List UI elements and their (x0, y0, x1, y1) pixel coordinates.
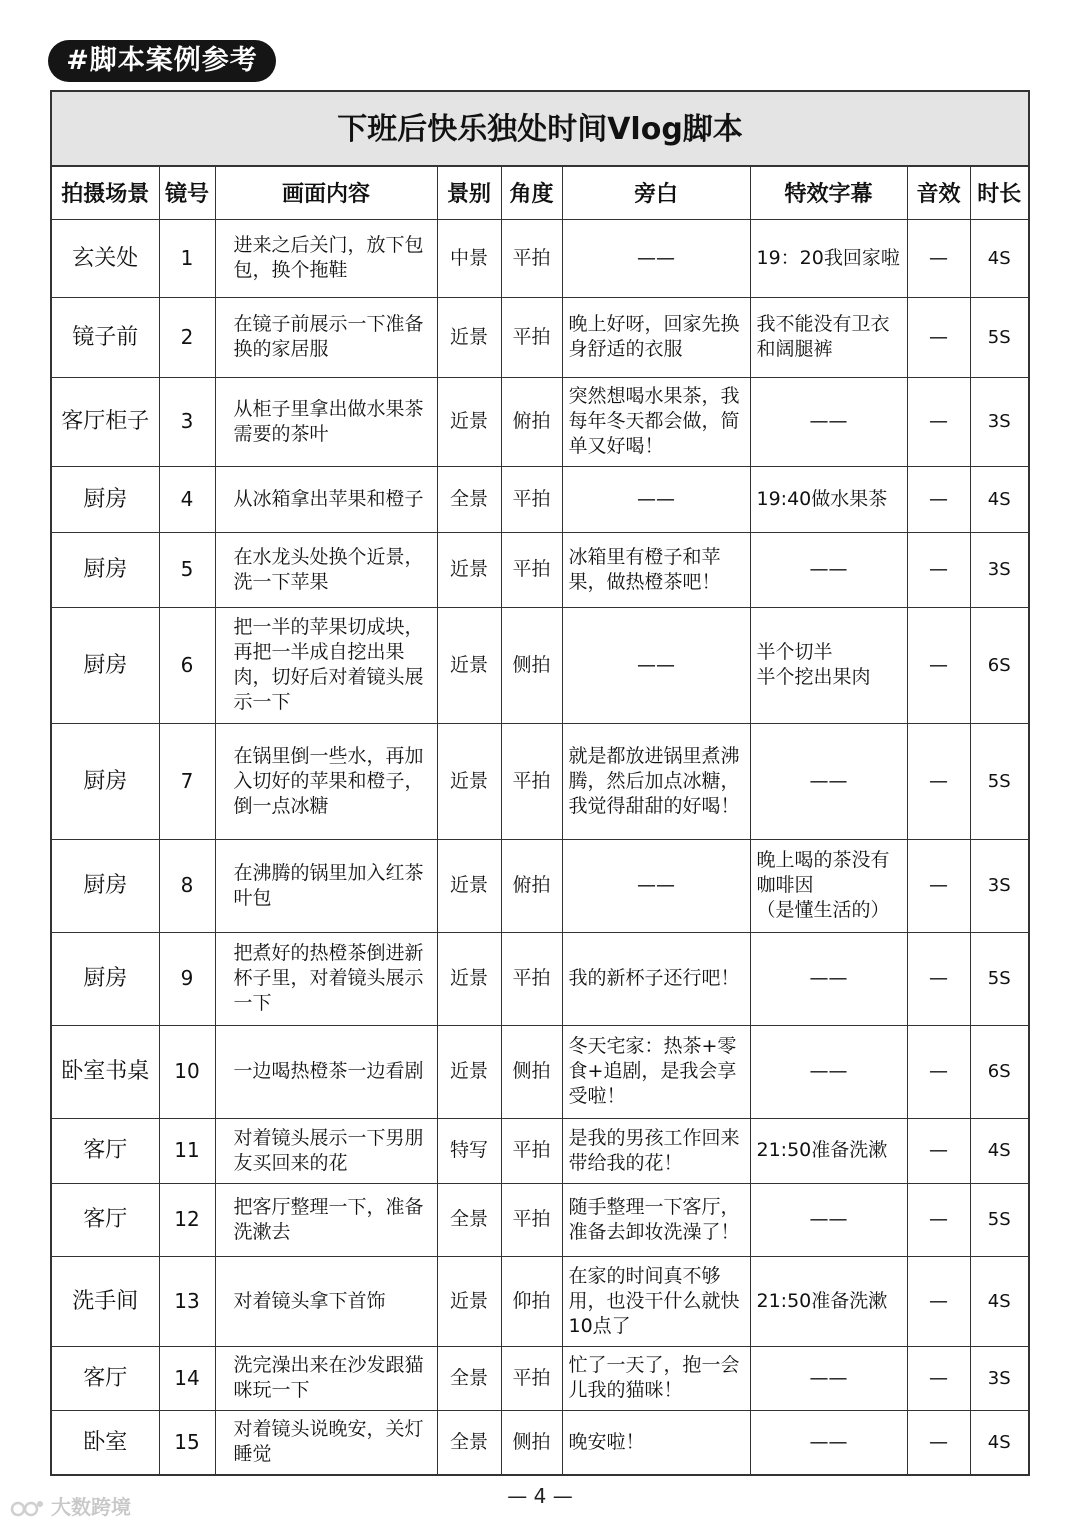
subtitle-cell: —— (750, 1183, 907, 1256)
duration-cell: 4S (970, 1118, 1028, 1183)
table-row (52, 839, 1028, 932)
table-row (52, 297, 1028, 377)
duration-cell: 5S (970, 932, 1028, 1025)
content-cell: 洗完澡出来在沙发跟猫咪玩一下 (215, 1346, 437, 1410)
sound-cell: — (907, 1183, 970, 1256)
angle-cell: 侧拍 (501, 607, 562, 723)
subtitle-cell: 半个切半 半个挖出果肉 (750, 607, 907, 723)
duration-cell: 3S (970, 377, 1028, 466)
sound-cell: — (907, 1410, 970, 1474)
shot-number-cell: 5 (159, 532, 215, 607)
content-cell: 在锅里倒一些水，再加入切好的苹果和橙子，倒一点冰糖 (215, 723, 437, 839)
scene-cell: 客厅柜子 (52, 377, 159, 466)
script-table (52, 167, 1028, 1474)
watermark-logo-icon (10, 1498, 44, 1520)
content-cell: 在沸腾的锅里加入红茶叶包 (215, 839, 437, 932)
duration-cell: 4S (970, 1256, 1028, 1346)
subtitle-cell: —— (750, 932, 907, 1025)
subtitle-cell: —— (750, 1410, 907, 1474)
shot-size-cell: 近景 (437, 839, 501, 932)
sound-cell: — (907, 607, 970, 723)
shot-number-cell: 6 (159, 607, 215, 723)
content-cell: 从柜子里拿出做水果茶需要的茶叶 (215, 377, 437, 466)
subtitle-cell: —— (750, 377, 907, 466)
header-shot-size: 景别 (437, 167, 501, 219)
shot-size-cell: 近景 (437, 297, 501, 377)
narration-cell: 是我的男孩工作回来带给我的花！ (562, 1118, 750, 1183)
content-cell: 进来之后关门，放下包包，换个拖鞋 (215, 219, 437, 297)
header-angle: 角度 (501, 167, 562, 219)
duration-cell: 4S (970, 219, 1028, 297)
narration-cell: 晚上好呀，回家先换身舒适的衣服 (562, 297, 750, 377)
header-content: 画面内容 (215, 167, 437, 219)
duration-cell: 3S (970, 532, 1028, 607)
scene-cell: 玄关处 (52, 219, 159, 297)
scene-cell: 厨房 (52, 466, 159, 532)
shot-size-cell: 近景 (437, 532, 501, 607)
shot-size-cell: 全景 (437, 1410, 501, 1474)
shot-size-cell: 近景 (437, 723, 501, 839)
scene-cell: 客厅 (52, 1183, 159, 1256)
duration-cell: 3S (970, 1346, 1028, 1410)
narration-cell: 冬天宅家：热茶+零食+追剧，是我会享受啦！ (562, 1025, 750, 1118)
shot-size-cell: 近景 (437, 1256, 501, 1346)
narration-cell: 就是都放进锅里煮沸腾，然后加点冰糖，我觉得甜甜的好喝！ (562, 723, 750, 839)
duration-cell: 4S (970, 466, 1028, 532)
shot-size-cell: 特写 (437, 1118, 501, 1183)
content-cell: 把客厅整理一下，准备洗漱去 (215, 1183, 437, 1256)
duration-cell: 6S (970, 607, 1028, 723)
narration-cell: 我的新杯子还行吧！ (562, 932, 750, 1025)
sound-cell: — (907, 1025, 970, 1118)
table-row (52, 466, 1028, 532)
page-number: — 4 — (507, 1484, 573, 1508)
sound-cell: — (907, 1346, 970, 1410)
angle-cell: 仰拍 (501, 1256, 562, 1346)
shot-number-cell: 7 (159, 723, 215, 839)
watermark-text: 大数跨境 (50, 1495, 131, 1519)
scene-cell: 客厅 (52, 1346, 159, 1410)
shot-size-cell: 近景 (437, 932, 501, 1025)
angle-cell: 俯拍 (501, 377, 562, 466)
subtitle-cell: 晚上喝的茶没有咖啡因 （是懂生活的） (750, 839, 907, 932)
narration-cell: 忙了一天了，抱一会儿我的猫咪！ (562, 1346, 750, 1410)
narration-cell: 冰箱里有橙子和苹果，做热橙茶吧！ (562, 532, 750, 607)
table-row (52, 377, 1028, 466)
table-row (52, 532, 1028, 607)
duration-cell: 4S (970, 1410, 1028, 1474)
angle-cell: 侧拍 (501, 1025, 562, 1118)
shot-number-cell: 8 (159, 839, 215, 932)
shot-number-cell: 9 (159, 932, 215, 1025)
subtitle-cell: —— (750, 1025, 907, 1118)
shot-number-cell: 4 (159, 466, 215, 532)
watermark (10, 1492, 150, 1522)
header-narration: 旁白 (562, 167, 750, 219)
section-tag: #脚本案例参考 (48, 40, 276, 82)
table-row (52, 1183, 1028, 1256)
angle-cell: 平拍 (501, 466, 562, 532)
narration-cell: —— (562, 607, 750, 723)
subtitle-cell: 19:40做水果茶 (750, 466, 907, 532)
sound-cell: — (907, 377, 970, 466)
shot-number-cell: 13 (159, 1256, 215, 1346)
angle-cell: 平拍 (501, 723, 562, 839)
subtitle-cell: 21:50准备洗漱 (750, 1256, 907, 1346)
subtitle-cell: —— (750, 532, 907, 607)
scene-cell: 卧室 (52, 1410, 159, 1474)
shot-size-cell: 全景 (437, 466, 501, 532)
content-cell: 从冰箱拿出苹果和橙子 (215, 466, 437, 532)
subtitle-cell: —— (750, 1346, 907, 1410)
duration-cell: 6S (970, 1025, 1028, 1118)
scene-cell: 厨房 (52, 607, 159, 723)
content-cell: 把一半的苹果切成块，再把一半成自挖出果肉，切好后对着镜头展示一下 (215, 607, 437, 723)
header-subtitle: 特效字幕 (750, 167, 907, 219)
angle-cell: 侧拍 (501, 1410, 562, 1474)
duration-cell: 5S (970, 297, 1028, 377)
shot-number-cell: 12 (159, 1183, 215, 1256)
script-table-card (50, 90, 1030, 1476)
sound-cell: — (907, 1256, 970, 1346)
table-row (52, 219, 1028, 297)
content-cell: 在镜子前展示一下准备换的家居服 (215, 297, 437, 377)
subtitle-cell: —— (750, 723, 907, 839)
scene-cell: 厨房 (52, 932, 159, 1025)
header-scene: 拍摄场景 (52, 167, 159, 219)
scene-cell: 镜子前 (52, 297, 159, 377)
table-row (52, 1346, 1028, 1410)
narration-cell: —— (562, 839, 750, 932)
header-duration: 时长 (970, 167, 1028, 219)
subtitle-cell: 我不能没有卫衣和阔腿裤 (750, 297, 907, 377)
sound-cell: — (907, 839, 970, 932)
sound-cell: — (907, 932, 970, 1025)
header-shot-number: 镜号 (159, 167, 215, 219)
content-cell: 一边喝热橙茶一边看剧 (215, 1025, 437, 1118)
narration-cell: 晚安啦！ (562, 1410, 750, 1474)
sound-cell: — (907, 466, 970, 532)
subtitle-cell: 19：20我回家啦 (750, 219, 907, 297)
angle-cell: 平拍 (501, 1346, 562, 1410)
sound-cell: — (907, 219, 970, 297)
sound-cell: — (907, 1118, 970, 1183)
subtitle-cell: 21:50准备洗漱 (750, 1118, 907, 1183)
content-cell: 把煮好的热橙茶倒进新杯子里，对着镜头展示一下 (215, 932, 437, 1025)
scene-cell: 厨房 (52, 723, 159, 839)
narration-cell: 在家的时间真不够用，也没干什么就快10点了 (562, 1256, 750, 1346)
angle-cell: 平拍 (501, 297, 562, 377)
shot-size-cell: 近景 (437, 607, 501, 723)
table-row (52, 1256, 1028, 1346)
scene-cell: 卧室书桌 (52, 1025, 159, 1118)
angle-cell: 平拍 (501, 219, 562, 297)
table-row (52, 1410, 1028, 1474)
angle-cell: 俯拍 (501, 839, 562, 932)
table-row (52, 607, 1028, 723)
shot-number-cell: 14 (159, 1346, 215, 1410)
scene-cell: 洗手间 (52, 1256, 159, 1346)
narration-cell: 突然想喝水果茶，我每年冬天都会做，简单又好喝！ (562, 377, 750, 466)
angle-cell: 平拍 (501, 1183, 562, 1256)
shot-size-cell: 近景 (437, 1025, 501, 1118)
shot-size-cell: 全景 (437, 1346, 501, 1410)
shot-number-cell: 11 (159, 1118, 215, 1183)
narration-cell: —— (562, 466, 750, 532)
duration-cell: 5S (970, 1183, 1028, 1256)
shot-number-cell: 10 (159, 1025, 215, 1118)
shot-size-cell: 中景 (437, 219, 501, 297)
sound-cell: — (907, 723, 970, 839)
content-cell: 对着镜头说晚安，关灯睡觉 (215, 1410, 437, 1474)
duration-cell: 5S (970, 723, 1028, 839)
duration-cell: 3S (970, 839, 1028, 932)
table-row (52, 1025, 1028, 1118)
content-cell: 在水龙头处换个近景，洗一下苹果 (215, 532, 437, 607)
shot-number-cell: 15 (159, 1410, 215, 1474)
angle-cell: 平拍 (501, 532, 562, 607)
narration-cell: —— (562, 219, 750, 297)
scene-cell: 厨房 (52, 839, 159, 932)
shot-number-cell: 2 (159, 297, 215, 377)
angle-cell: 平拍 (501, 1118, 562, 1183)
shot-number-cell: 1 (159, 219, 215, 297)
scene-cell: 客厅 (52, 1118, 159, 1183)
table-row (52, 723, 1028, 839)
shot-size-cell: 全景 (437, 1183, 501, 1256)
shot-number-cell: 3 (159, 377, 215, 466)
angle-cell: 平拍 (501, 932, 562, 1025)
content-cell: 对着镜头拿下首饰 (215, 1256, 437, 1346)
table-title: 下班后快乐独处时间Vlog脚本 (52, 92, 1028, 167)
scene-cell: 厨房 (52, 532, 159, 607)
header-row (52, 167, 1028, 219)
shot-size-cell: 近景 (437, 377, 501, 466)
table-row (52, 932, 1028, 1025)
content-cell: 对着镜头展示一下男朋友买回来的花 (215, 1118, 437, 1183)
table-row (52, 1118, 1028, 1183)
header-sound: 音效 (907, 167, 970, 219)
sound-cell: — (907, 297, 970, 377)
sound-cell: — (907, 532, 970, 607)
narration-cell: 随手整理一下客厅，准备去卸妆洗澡了！ (562, 1183, 750, 1256)
